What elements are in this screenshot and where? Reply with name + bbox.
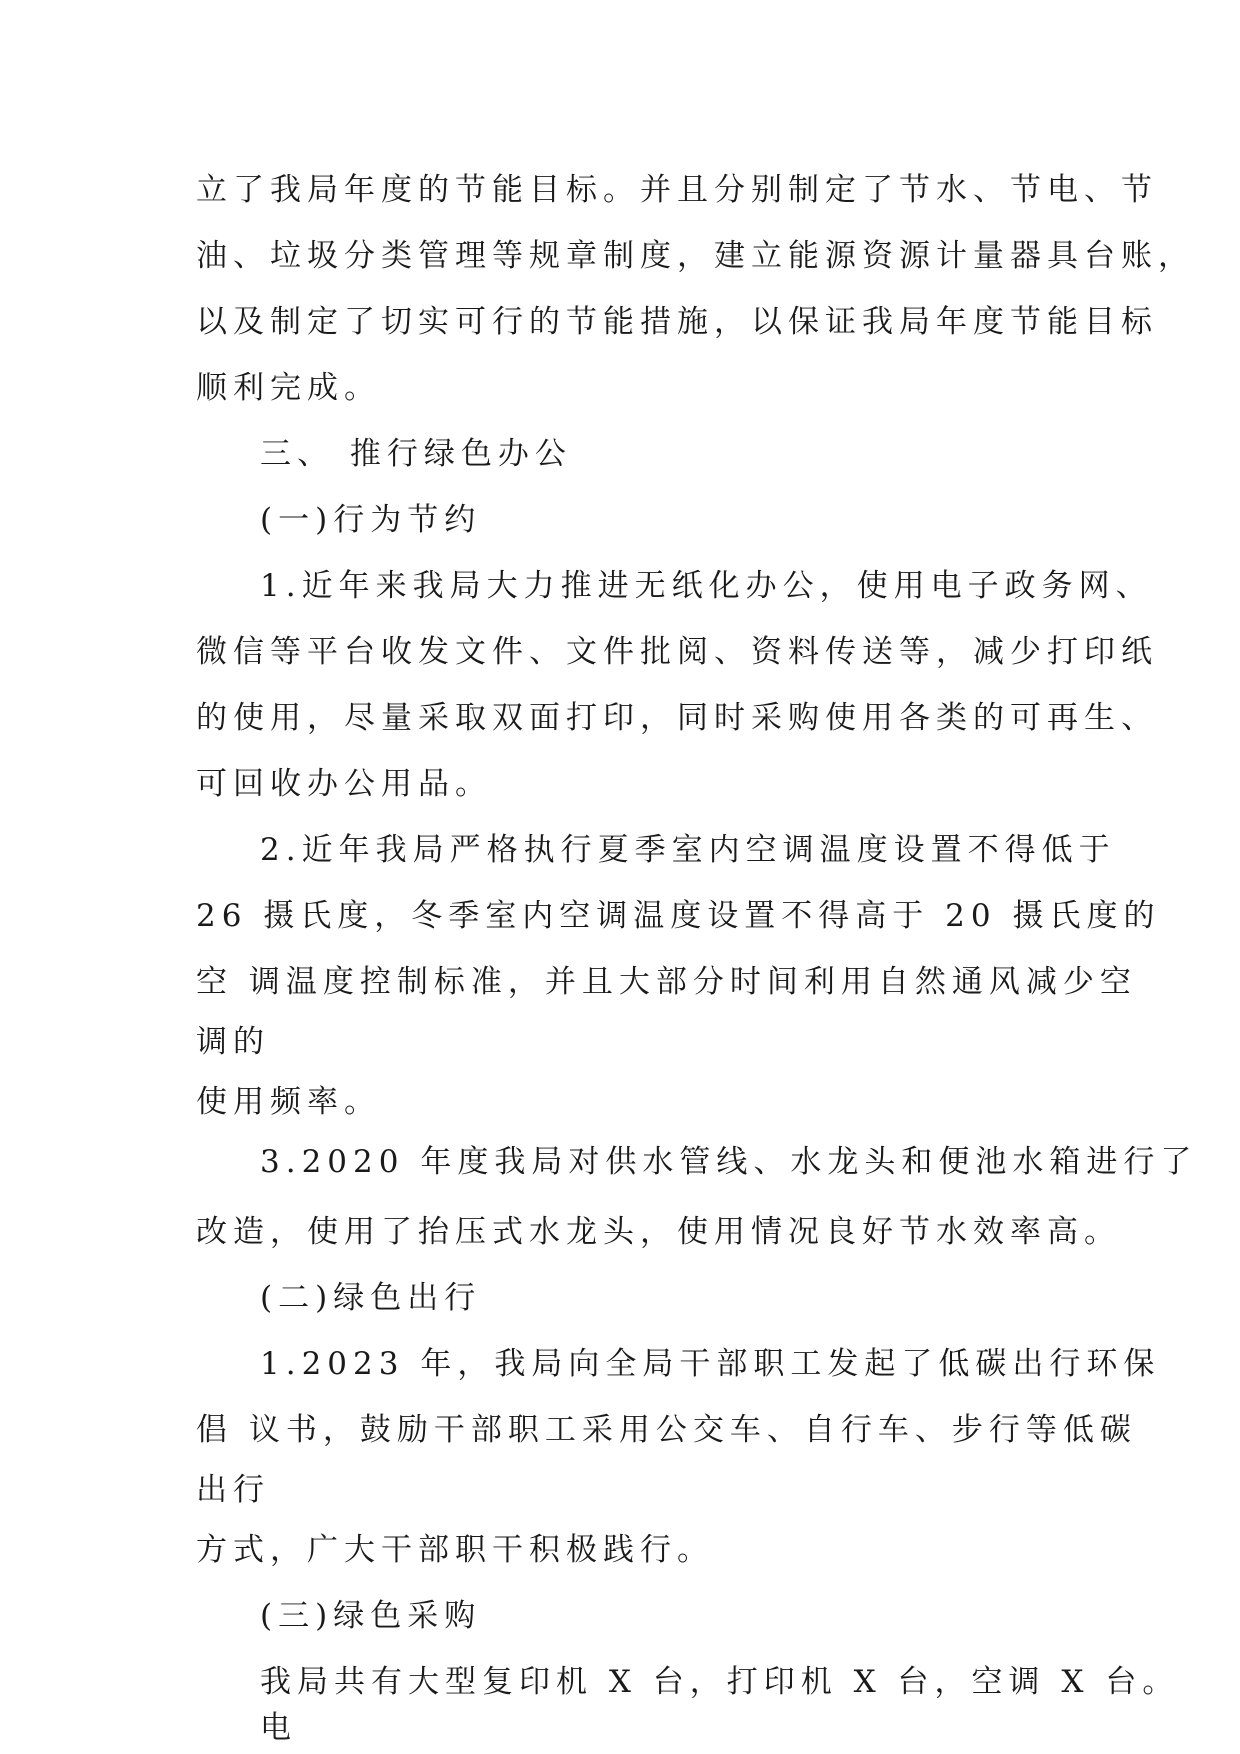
paragraph-line: 可回收办公用品。 (196, 766, 492, 802)
paragraph-line: 空 调温度控制标准，并且大部分时间利用自然通风减少空 (196, 964, 1137, 1000)
paragraph-line: 微信等平台收发文件、文件批阅、资料传送等，减少打印纸 (196, 634, 1158, 670)
paragraph-line: 立了我局年度的节能目标。并且分别制定了节水、节电、节 (196, 172, 1158, 208)
paragraph-line: 出行 (196, 1472, 270, 1508)
subsection-heading: (二)绿色出行 (260, 1280, 482, 1316)
paragraph-line: 倡 议书，鼓励干部职工采用公交车、自行车、步行等低碳 (196, 1412, 1137, 1448)
paragraph-line: 1.近年来我局大力推进无纸化办公，使用电子政务网、 (260, 568, 1153, 604)
paragraph-line: 使用频率。 (196, 1084, 381, 1120)
paragraph-line: 1.2023 年，我局向全局干部职工发起了低碳出行环保 (260, 1346, 1161, 1382)
paragraph-line: 我局共有大型复印机 X 台，打印机 X 台，空调 X 台。 (260, 1664, 1180, 1700)
subsection-heading: (三)绿色采购 (260, 1598, 482, 1634)
paragraph-line: 的使用，尽量采取双面打印，同时采购使用各类的可再生、 (196, 700, 1158, 736)
section-heading: 三、 推行绿色办公 (260, 436, 572, 472)
paragraph-line: 油、垃圾分类管理等规章制度，建立能源资源计量器具台账， (196, 238, 1195, 274)
paragraph-line: 顺利完成。 (196, 370, 381, 406)
subsection-heading: (一)行为节约 (260, 502, 482, 538)
paragraph-line: 方式，广大干部职干积极践行。 (196, 1532, 714, 1568)
paragraph-line: 电 (260, 1710, 297, 1746)
paragraph-line: 2.近年我局严格执行夏季室内空调温度设置不得低于 (260, 832, 1116, 868)
paragraph-line: 以及制定了切实可行的节能措施，以保证我局年度节能目标 (196, 304, 1158, 340)
paragraph-line: 改造，使用了抬压式水龙头，使用情况良好节水效率高。 (196, 1214, 1121, 1250)
paragraph-line: 3.2020 年度我局对供水管线、水龙头和便池水箱进行了 (260, 1144, 1198, 1180)
paragraph-line: 调的 (196, 1024, 270, 1060)
paragraph-line: 26 摄氏度，冬季室内空调温度设置不得高于 20 摄氏度的 (196, 898, 1161, 934)
